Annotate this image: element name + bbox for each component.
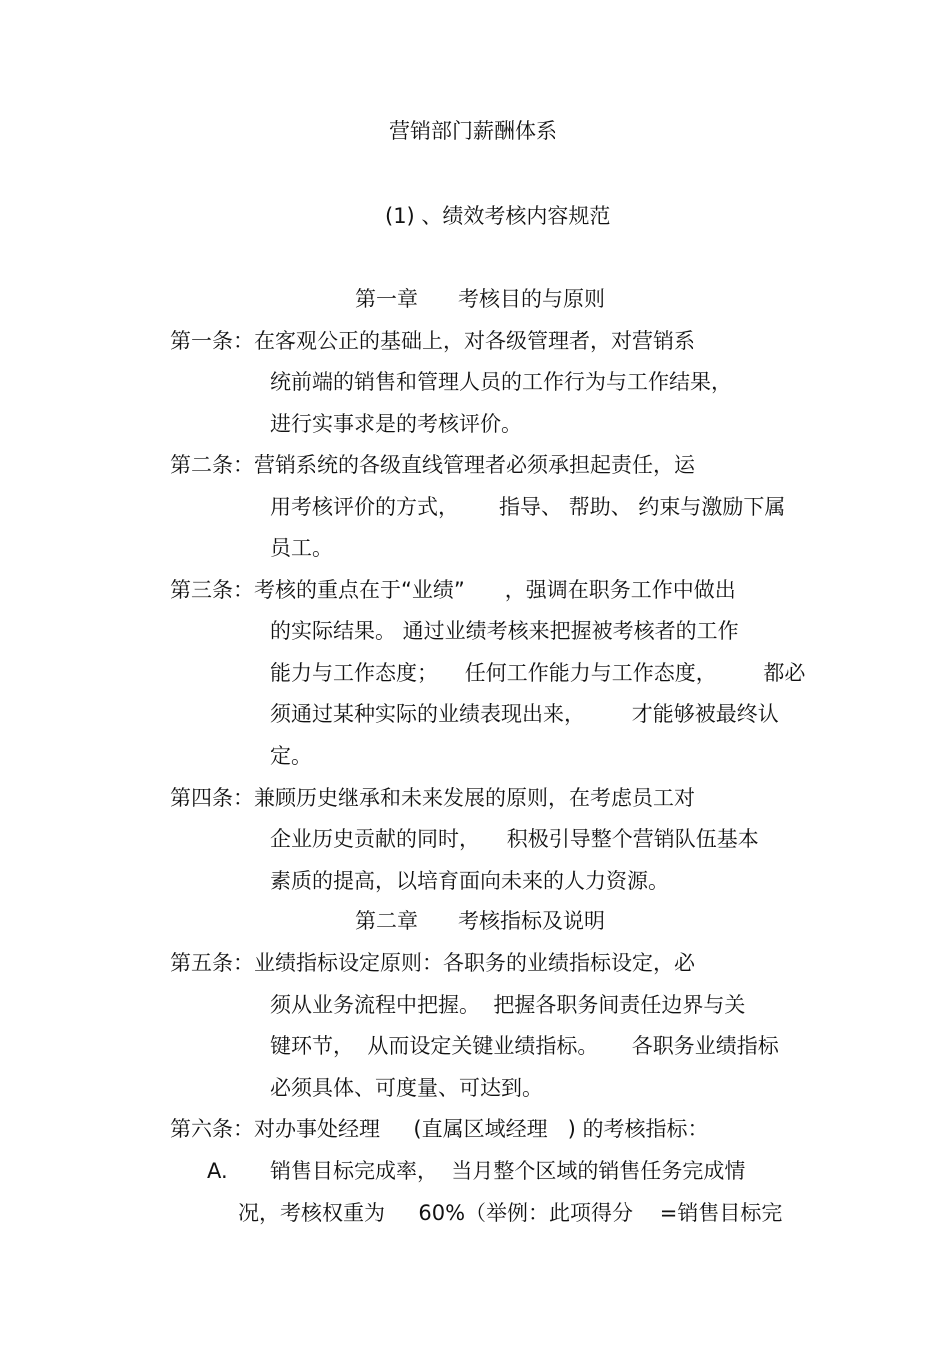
item-a-line-1: 销售目标完成率， 当月整个区域的销售任务完成情 [270, 1159, 746, 1183]
article-5-line-4: 必须具体、可度量、可达到。 [270, 1076, 543, 1100]
document-title: 营销部门薪酬体系 [389, 119, 557, 143]
article-3-line-5: 定。 [270, 744, 312, 768]
item-a-marker: A. [207, 1159, 228, 1183]
article-2-line-1: 第二条：营销系统的各级直线管理者必须承担起责任，运 [170, 453, 695, 477]
article-5-line-1: 第五条：业绩指标设定原则：各职务的业绩指标设定，必 [170, 951, 695, 975]
article-1-line-3: 进行实事求是的考核评价。 [270, 412, 522, 436]
chapter-heading-2: 第二章 考核指标及说明 [355, 909, 606, 933]
item-a-line-2: 况，考核权重为 60%（举例：此项得分 =销售目标完 [238, 1201, 783, 1225]
article-3-line-4: 须通过某种实际的业绩表现出来， 才能够被最终认 [270, 702, 779, 726]
document-subtitle: (1) 、绩效考核内容规范 [385, 204, 611, 228]
article-2-line-3: 员工。 [270, 536, 333, 560]
article-3-line-2: 的实际结果。 通过业绩考核来把握被考核者的工作 [270, 619, 739, 643]
article-1-line-1: 第一条：在客观公正的基础上，对各级管理者，对营销系 [170, 329, 695, 353]
article-2-line-2: 用考核评价的方式， 指导、 帮助、 约束与激励下属 [270, 495, 786, 519]
article-4-line-1: 第四条：兼顾历史继承和未来发展的原则，在考虑员工对 [170, 786, 695, 810]
article-5-line-2: 须从业务流程中把握。 把握各职务间责任边界与关 [270, 993, 746, 1017]
article-1-line-2: 统前端的销售和管理人员的工作行为与工作结果， [270, 370, 732, 394]
article-5-line-3: 键环节， 从而设定关键业绩指标。 各职务业绩指标 [270, 1034, 779, 1058]
article-6-line-1: 第六条：对办事处经理 (直属区域经理 ) 的考核指标： [170, 1117, 709, 1141]
article-4-line-3: 素质的提高，以培育面向未来的人力资源。 [270, 869, 669, 893]
article-3-line-1: 第三条：考核的重点在于“业绩” ，强调在职务工作中做出 [170, 578, 736, 602]
article-3-line-3: 能力与工作态度； 任何工作能力与工作态度， 都必 [270, 661, 806, 685]
chapter-heading-1: 第一章 考核目的与原则 [355, 287, 606, 311]
article-4-line-2: 企业历史贡献的同时， 积极引导整个营销队伍基本 [270, 827, 759, 851]
